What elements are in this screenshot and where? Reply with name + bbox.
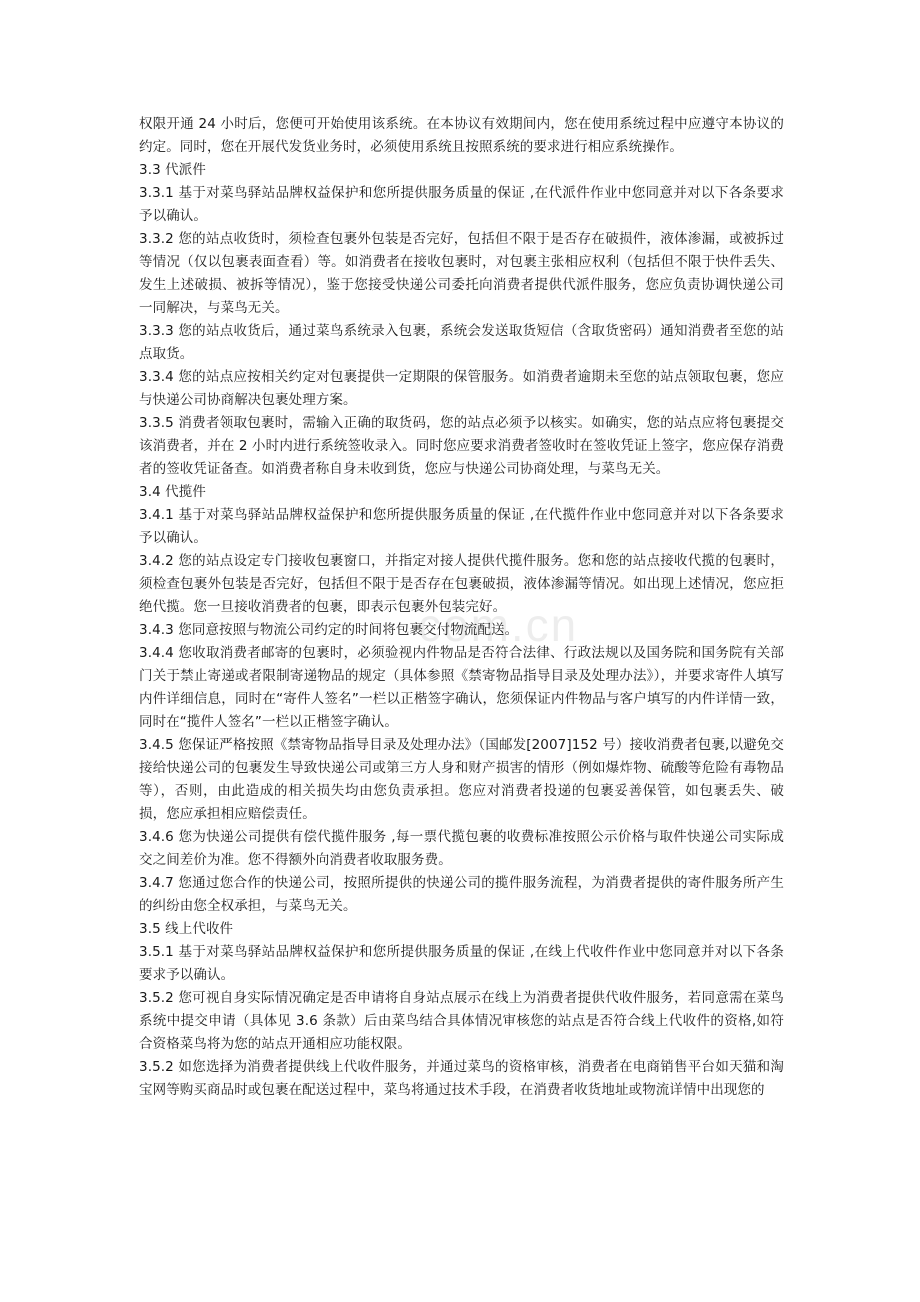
paragraph: 3.4.4 您收取消费者邮寄的包裹时，必须验视内件物品是否符合法律、行政法规以及国务院和国务院有关部门关于禁止寄递或者限制寄递物品的规定（具体参照《禁寄物品指导目录及处理办法》），并要求寄件人填写内件详细信息，同时在“寄件人签名”一栏以正楷签字确认，您须保证内件物品与客户填写的内件详情一致，同时在“揽件人签名”一栏以正楷签字确认。 — [139, 645, 784, 730]
section-heading: 3.5 线上代收件 — [139, 921, 234, 937]
paragraph: 3.3.5 消费者领取包裹时，需输入正确的取货码，您的站点必须予以核实。如确实，您的站点应将包裹提交该消费者，并在 2 小时内进行系统签收录入。同时您应要求消费者签收时在签收凭证上签字，您应保存消费者的签收凭证备查。如消费者称自身未收到货，您应与快递公司协商处理，与菜鸟无关。 — [139, 415, 784, 477]
watermark: com.cn — [418, 599, 579, 651]
paragraph: 3.4.6 您为快递公司提供有偿代揽件服务 ,每一票代揽包裹的收费标准按照公示价格与取件快递公司实际成交之间差价为准。您不得额外向消费者收取服务费。 — [139, 829, 784, 868]
paragraph: 3.5.2 如您选择为消费者提供线上代收件服务，并通过菜鸟的资格审核，消费者在电商销售平台如天猫和淘宝网等购买商品时或包裹在配送过程中，菜鸟将通过技术手段，在消费者收货地址或物流详情中出现您的 — [139, 1059, 784, 1098]
paragraph: 3.5.1 基于对菜鸟驿站品牌权益保护和您所提供服务质量的保证 ,在线上代收件作业中您同意并对以下各条要求予以确认。 — [139, 944, 784, 983]
paragraph: 3.4.1 基于对菜鸟驿站品牌权益保护和您所提供服务质量的保证 ,在代揽件作业中您同意并对以下各条要求予以确认。 — [139, 507, 784, 546]
document-body — [139, 113, 784, 1102]
paragraph: 3.3.3 您的站点收货后，通过菜鸟系统录入包裹，系统会发送取货短信（含取货密码）通知消费者至您的站点取货。 — [139, 323, 784, 362]
paragraph: 3.4.2 您的站点设定专门接收包裹窗口，并指定对接人提供代揽件服务。您和您的站点接收代揽的包裹时，须检查包裹外包装是否完好，包括但不限于是否存在包裹破损，液体渗漏等情况。如出现上述情况，您应拒绝代揽。您一旦接收消费者的包裹，即表示包裹外包装完好。 — [139, 553, 784, 615]
paragraph: 3.3.4 您的站点应按相关约定对包裹提供一定期限的保管服务。如消费者逾期未至您的站点领取包裹，您应与快递公司协商解决包裹处理方案。 — [139, 369, 784, 408]
section-heading: 3.3 代派件 — [139, 162, 206, 178]
section-heading: 3.4 代揽件 — [139, 484, 206, 500]
paragraph: 3.4.3 您同意按照与物流公司约定的时间将包裹交付物流配送。 — [139, 622, 519, 638]
paragraph: 3.4.7 您通过您合作的快递公司，按照所提供的快递公司的揽件服务流程，为消费者提供的寄件服务所产生的纠纷由您全权承担，与菜鸟无关。 — [139, 875, 784, 914]
paragraph: 3.3.1 基于对菜鸟驿站品牌权益保护和您所提供服务质量的保证 ,在代派件作业中您同意并对以下各条要求予以确认。 — [139, 185, 784, 224]
paragraph: 3.3.2 您的站点收货时，须检查包裹外包装是否完好，包括但不限于是否存在破损件，液体渗漏，或被拆过等情况（仅以包裹表面查看）等。如消费者在接收包裹时，对包裹主张相应权利（包括但不限于快件丢失、发生上述破损、被拆等情况），鉴于您接受快递公司委托向消费者提供代派件服务，您应负责协调快递公司一同解决，与菜鸟无关。 — [139, 231, 784, 316]
paragraph: 权限开通 24 小时后，您便可开始使用该系统。在本协议有效期间内，您在使用系统过程中应遵守本协议的约定。同时，您在开展代发货业务时，必须使用系统且按照系统的要求进行相应系统操作。 — [139, 116, 784, 155]
paragraph: 3.4.5 您保证严格按照《禁寄物品指导目录及处理办法》（国邮发[2007]152 号）接收消费者包裹,以避免交接给快递公司的包裹发生导致快递公司或第三方人身和财产损害的情形（例如爆炸物、硫酸等危险有毒物品等），否则，由此造成的相关损失均由您负责承担。您应对消费者投递的包裹妥善保管，如包裹丢失、破损，您应承担相应赔偿责任。 — [139, 737, 784, 822]
paragraph: 3.5.2 您可视自身实际情况确定是否申请将自身站点展示在线上为消费者提供代收件服务，若同意需在菜鸟系统中提交申请（具体见 3.6 条款）后由菜鸟结合具体情况审核您的站点是否符合线上代收件的资格,如符合资格菜鸟将为您的站点开通相应功能权限。 — [139, 990, 784, 1052]
